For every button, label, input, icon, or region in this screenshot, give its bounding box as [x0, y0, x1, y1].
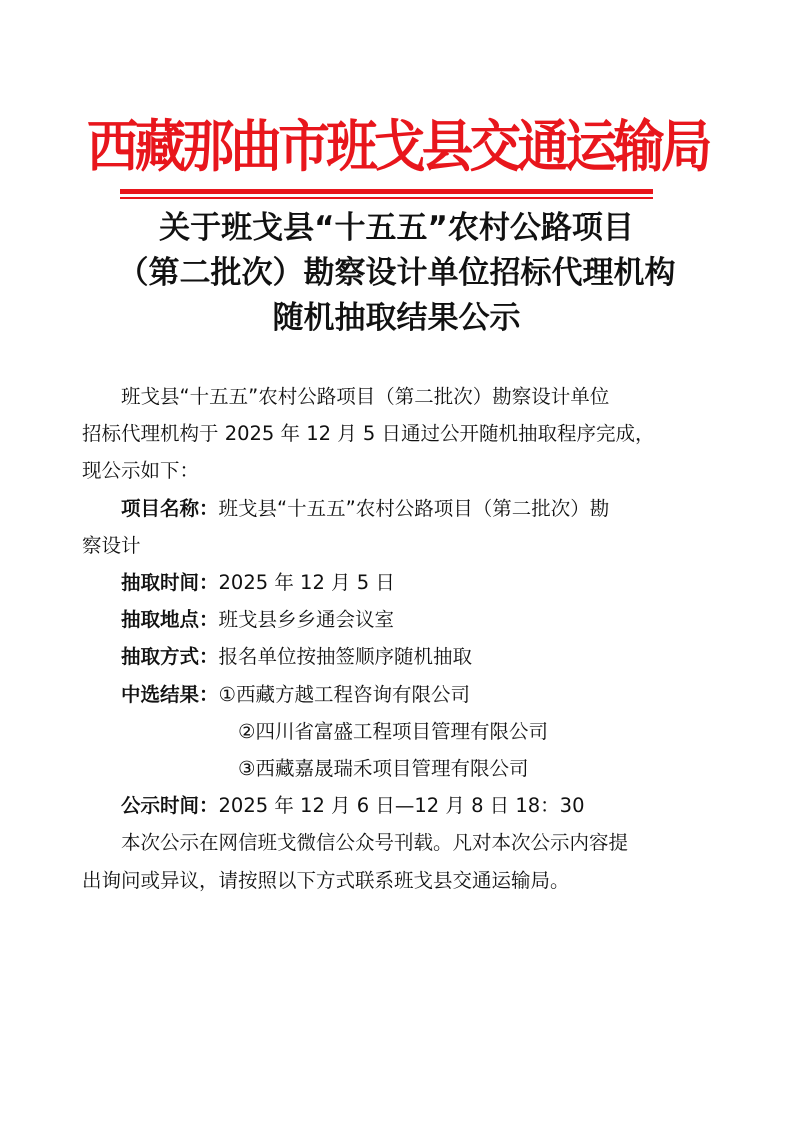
notice-time-value: 2025 年 12 月 6 日—12 月 8 日 18：30 [218, 794, 585, 818]
document-body [82, 378, 722, 899]
intro-line-1: 班戈县“十五五”农村公路项目（第二批次）勘察设计单位 [121, 385, 610, 408]
draw-method-value: 报名单位按抽签顺序随机抽取 [218, 645, 473, 669]
project-name-continued: 察设计 [82, 533, 141, 557]
notice-time-row [82, 787, 722, 824]
result-item-3: ③西藏嘉晟瑞禾项目管理有限公司 [238, 757, 529, 781]
draw-time-row [82, 564, 722, 601]
project-name-value: 班戈县“十五五”农村公路项目（第二批次）勘 [218, 496, 610, 520]
title-line-2: （第二批次）勘察设计单位招标代理机构 [117, 255, 676, 291]
closing-line-2: 出询问或异议，请按照以下方式联系班戈县交通运输局。 [82, 868, 570, 892]
draw-place-value: 班戈县乡乡通会议室 [218, 608, 395, 632]
intro-line-3: 现公示如下： [82, 459, 200, 483]
draw-method-label: 抽取方式： [121, 645, 219, 669]
draw-time-label: 抽取时间： [121, 571, 219, 595]
letterhead-rule-thick [120, 189, 653, 194]
notice-time-label: 公示时间： [121, 794, 219, 818]
draw-place-label: 抽取地点： [121, 608, 219, 632]
title-line-1: 关于班戈县“十五五”农村公路项目 [159, 210, 634, 246]
project-name-row [82, 490, 722, 527]
letterhead-rule-thin [120, 197, 653, 199]
document-title [60, 206, 733, 341]
closing-line-1: 本次公示在网信班戈微信公众号刊载。凡对本次公示内容提 [121, 831, 629, 855]
result-label: 中选结果： [121, 682, 219, 706]
project-name-label: 项目名称： [121, 496, 219, 520]
result-row [82, 676, 722, 713]
agency-letterhead: 西藏那曲市班戈县交通运输局 [86, 114, 709, 180]
draw-time-value: 2025 年 12 月 5 日 [218, 571, 395, 595]
result-item-2: ②四川省富盛工程项目管理有限公司 [238, 719, 548, 743]
draw-method-row [82, 638, 722, 675]
intro-line-2: 招标代理机构于 2025 年 12 月 5 日通过公开随机抽取程序完成， [82, 422, 655, 446]
draw-place-row [82, 601, 722, 638]
result-item-1: ①西藏方越工程咨询有限公司 [218, 682, 470, 706]
title-line-3: 随机抽取结果公示 [272, 300, 521, 336]
